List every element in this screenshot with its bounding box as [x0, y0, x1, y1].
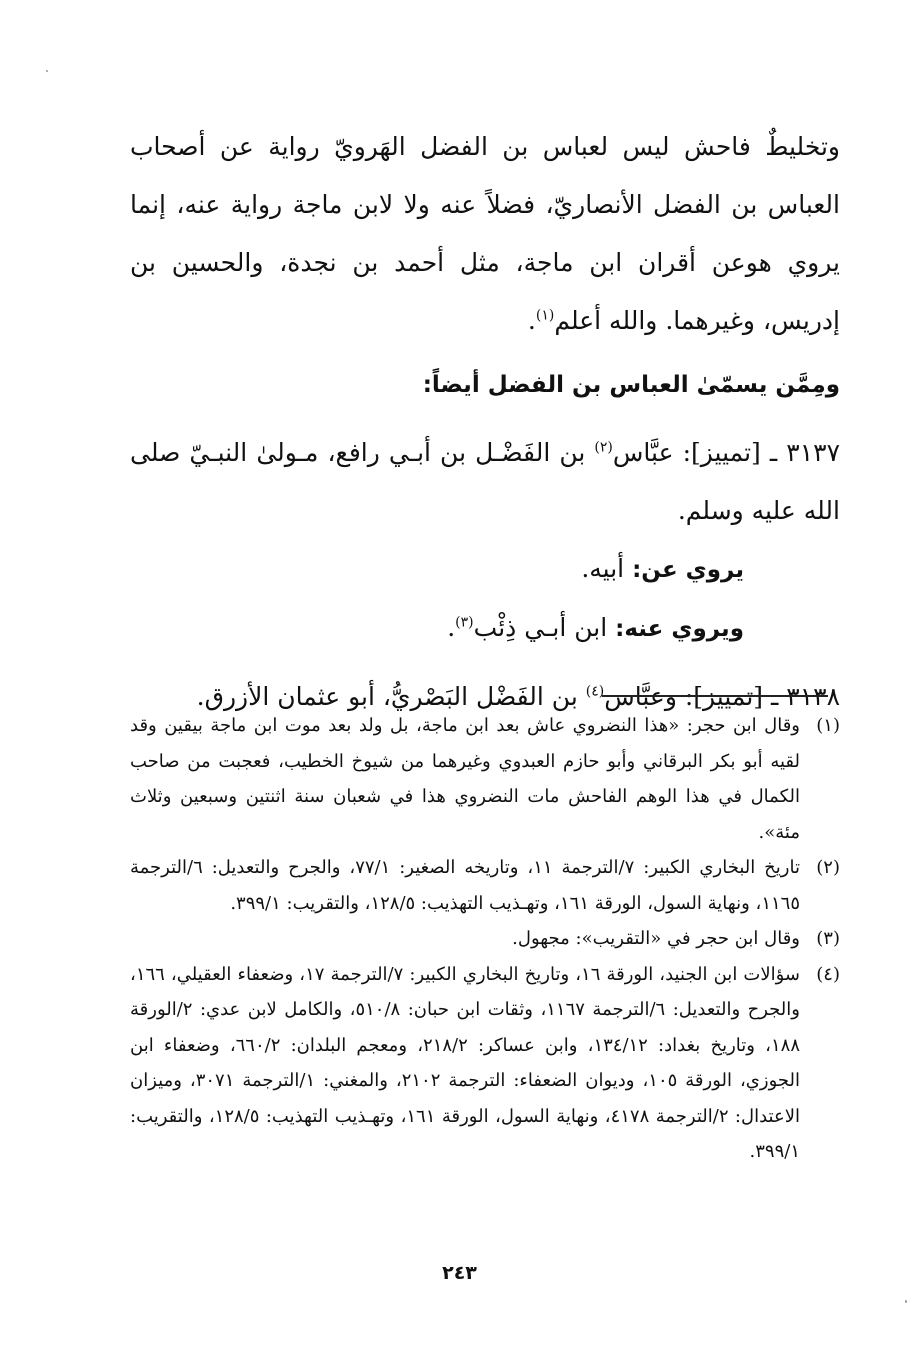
footnote-1	[130, 708, 840, 850]
footnote-ref-1: (١)	[535, 307, 555, 324]
footnotes	[130, 708, 840, 1170]
footnote-ref-2: (٢)	[594, 439, 613, 456]
footnote-number: (٤)	[816, 963, 840, 985]
page-number: ٢٤٣	[442, 1262, 477, 1284]
narrates-from-line: يروي عن: أبيه.	[581, 554, 744, 583]
footnote-text: تاريخ البخاري الكبير: ٧/الترجمة ١١، وتاريخه الصغير: ٧٧/١، والجرح والتعديل: ٦/الترجمة ١١٦٥، ونهاية السول، الورقة ١٦١، وتهـذيب التهذيب: ١٢٨/٥، والتقريب: ٣٩٩/١.	[130, 857, 800, 914]
footnote-number: (١)	[816, 715, 840, 736]
speck-top-left	[46, 70, 48, 72]
main-text	[130, 118, 840, 726]
footnote-ref-4: (٤)	[585, 683, 605, 700]
entry-3137: ٣١٣٧ ـ [تمييز]: عبَّاس$^{(٢)}$ بن الفَضْـل بن أبـي رافع، مـولىٰ النبـيّ صلى الله عليه وسلم.	[130, 438, 840, 525]
footnote-3	[130, 921, 840, 957]
footnote-4	[130, 957, 840, 1170]
speck-right-edge	[905, 1300, 907, 1303]
footnote-ref-3: (٣)	[455, 614, 474, 631]
footnote-divider	[602, 695, 828, 697]
entry-3138: ٣١٣٨ ـ [تمييز]: وعبَّاس$^{(٤)}$ بن الفَضْل البَصْريُّ، أبو عثمان الأزرق.	[196, 682, 840, 711]
section-heading: ومِمَّن يسمّىٰ العباس بن الفضل أيضاً:	[422, 372, 840, 398]
footnote-number: (٣)	[816, 928, 840, 949]
footnote-number: (٢)	[816, 857, 840, 878]
narrated-by-line: ويروي عنه: ابن أبـي ذِئْب$^{(٣)}$.	[447, 613, 744, 642]
footnote-text: سؤالات ابن الجنيد، الورقة ١٦، وتاريخ البخاري الكبير: ٧/الترجمة ١٧، وضعفاء العقيلي، ١٦٦، والجرح والتعديل: ٦/الترجمة ١١٦٧، وثقات ابن حبان: ٥١٠/٨، والكامل لابن عدي: ٢/الورقة ١٨٨، وتاريخ بغداد: ١٣٤/١٢، وابن عساكر: ٢١٨/٢، ومعجم البلدان: ٦٦٠/٢، وضعفاء ابن الجوزي، الورقة ١٠٥، وديوان الضعفاء: الترجمة ٢١٠٢، والمغني: ١/الترجمة ٣٠٧١، وميزان الاعتدال: ٢/الترجمة ٤١٧٨، ونهاية السول، الورقة ١٦١، وتهـذيب التهذيب: ١٢٨/٥، والتقريب: ٣٩٩/١.	[130, 963, 800, 1162]
paragraph-continuation: وتخليطٌ فاحش ليس لعباس بن الفضل الهَرويّ رواية عن أصحاب العباس بن الفضل الأنصاريّ، فضلاً عنه ولا لابن ماجة رواية عنه، إنما يروي هوعن أقران ابن ماجة، مثل أحمد بن نجدة، والحسين بن إدريس، وغيرهما. والله أعلم$^{(١)}$.	[130, 132, 840, 335]
narrates-from-label: يروي عن:	[632, 557, 744, 583]
footnote-text: وقال ابن حجر في «التقريب»: مجهول.	[512, 928, 800, 949]
footnote-text: وقال ابن حجر: «هذا النضروي عاش بعد ابن ماجة، بل ولد بعد موت ابن ماجة بيقين وقد لقيه أبو بكر البرقاني وأبو حازم العبدوي وغيرهما من شيوخ الخطيب، فعجبت من صاحب الكمال في هذا الوهم الفاحش مات النضروي هذا في شعبان سنة اثنتين وسبعين وثلاث مئة».	[130, 715, 800, 843]
footnote-2	[130, 850, 840, 921]
narrated-by-label: ويروي عنه:	[615, 616, 744, 642]
